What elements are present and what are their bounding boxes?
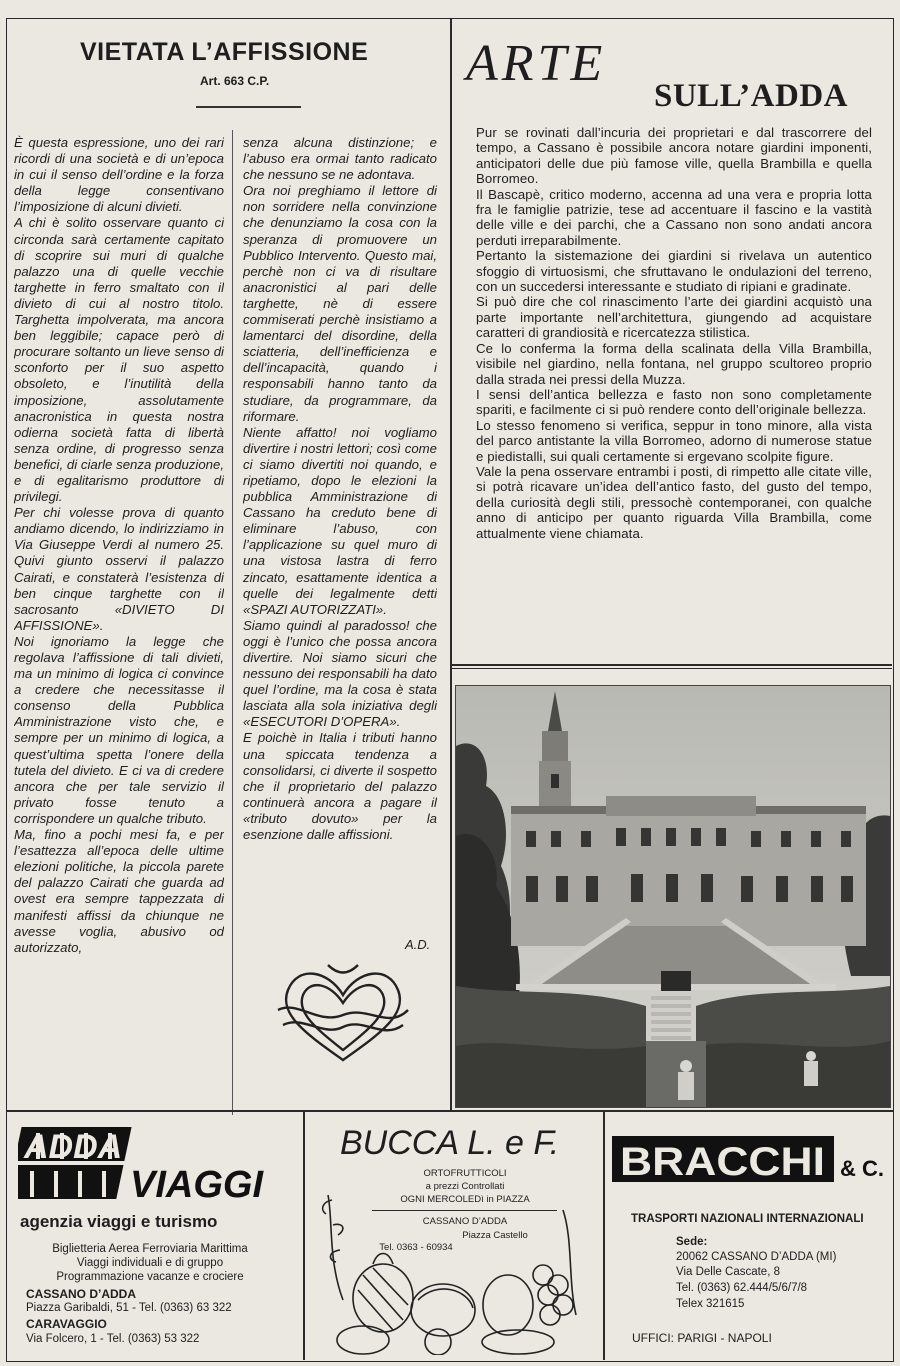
ad2-line: OGNI MERCOLEDì in PIAZZA: [400, 1194, 530, 1205]
ad-divider-2: [603, 1110, 605, 1360]
paragraph: Noi ignoriamo la legge che regolava l’affissione di tali divieti, ma un minimo di logica ci convince a credere che necessitasse il consenso della Pubblica Amministrazione visto che, e sempre per un minimo di logica, a quest’ultima spetta l’onere della tutela del divieto. E ci va di credere ancora che per tale servizio il privato fosse tenuto a corrispondere un qualche tributo.: [14, 633, 224, 826]
ad3-address: 20062 CASSANO D’ADDA (MI): [676, 1251, 837, 1263]
ad2-line: ORTOFRUTTICOLI: [423, 1168, 507, 1179]
ad3-address: Via Delle Cascate, 8: [676, 1266, 780, 1278]
ornament-flourish-icon: [268, 955, 418, 1067]
paragraph: Ce lo conferma la forma della scalinata della Villa Brambilla, visibile nel giardino, nella fontana, nel gruppo scultoreo proprio dalla strada nei pressi della Muzza.: [476, 340, 872, 387]
paragraph: E poichè in Italia i tributi hanno una spiccata tendenza a consolidarsi, ci diverte il sospetto che il proprietario del palazzo continuerà ancora a pagare il «tributo dovuto» per la esenzione dalle affissioni.: [243, 730, 437, 843]
left-article-column-2: [243, 135, 437, 930]
fruit-vegetables-illustration: [318, 1180, 588, 1355]
right-article-body: [476, 125, 872, 655]
ad2-phone: Tel. 0363 - 60934: [379, 1242, 453, 1253]
ad3-tagline: TRASPORTI NAZIONALI INTERNAZIONALI: [631, 1213, 864, 1225]
paragraph: Siamo quindi al paradosso! che oggi è l’unico che possa ancora divertire. Noi siamo sicuri che nessuno dei responsabili ha dato quel l’ordine, ma la cosa è stata lasciata alla sola iniziativa degli «ESECUTORI D’OPERA».: [243, 617, 437, 730]
paragraph: Ora noi preghiamo il lettore di non sorridere nella convinzione che denunziamo la cosa con la speranza di promuovere un Pubblico Intervento. Questo mai, perchè non ci va di risultare anacronistici al pari delle targhette, nè di essere commiserati perchè insistiamo a lamentarci del disordine, della sciatteria, dell’inefficienza e dell’incapacità, quando i responsabili hanno tanto da studiare, da programmare, da riformare.: [243, 183, 437, 424]
bracchi-suffix: & C.: [840, 1156, 884, 1181]
left-article-subtitle: Art. 663 C.P.: [200, 74, 270, 88]
right-article-title: ARTE: [466, 35, 607, 92]
ad1-address: Via Folcero, 1 - Tel. (0363) 53 322: [26, 1333, 200, 1345]
ad3-offices: UFFICI: PARIGI - NAPOLI: [632, 1331, 772, 1345]
ad3-phone: Tel. (0363) 62.444/5/6/7/8: [676, 1282, 808, 1294]
bracchi-logo: [612, 1132, 884, 1190]
left-article-title: VIETATA L’AFFISSIONE: [80, 38, 369, 66]
ad1-line: Biglietteria Aerea Ferroviaria Marittima: [52, 1243, 248, 1255]
paragraph: È questa espressione, uno dei rari ricordi di una società e di un’epoca in cui il senso dell’ordine e la forza della legge consentivano l’imposizione di alcuni divieti.: [14, 135, 224, 215]
right-article-divider-2: [452, 668, 892, 669]
adda-viaggi-logo: [18, 1125, 288, 1201]
ads-divider: [6, 1110, 894, 1112]
right-article-subtitle: SULL’ADDA: [654, 78, 848, 114]
paragraph: Si può dire che col rinascimento l’arte dei giardini acquistò una parte importante nell’architettura, giungendo ad acquistare caratteri di grandiosità e ricercatezza stilistica.: [476, 294, 872, 341]
viaggi-logo-text: VIAGGI: [130, 1164, 264, 1201]
ad3-sede-label: Sede:: [676, 1236, 708, 1248]
bracchi-logo-text: BRACCHI: [620, 1140, 825, 1184]
ad1-line: Programmazione vacanze e crociere: [56, 1271, 244, 1283]
paragraph: Per chi volesse prova di quanto andiamo dicendo, lo indirizziamo in Via Giuseppe Verdi al numero 25. Quivi giunto osservi il palazzo Cairati, e constaterà l’esistenza di ben cinque targhette con il sacrosanto «DIVIETO DI AFFISSIONE».: [14, 505, 224, 633]
paragraph: Vale la pena osservare entrambi i posti, di rimpetto alle citate ville, si potrà ricavare un’idea dell’antico fasto, del gusto del tempo, della curiosità degli stili, pressochè contemporanei, con qualche anno di anticipo per quanto riguarda Villa Brambilla, come attualmente viene chiamata.: [476, 463, 872, 541]
column-divider-main: [450, 18, 452, 1110]
left-article-column-1: [14, 135, 224, 1105]
ad-divider-1: [303, 1110, 305, 1360]
paragraph: Ma, fino a pochi mesi fa, e per l’esattezza all’epoca delle ultime elezioni politiche, la piccola parete del palazzo Cairati che guarda ad ovest era sempre tappezzata di manifesti affissi da chiunque ne avesse voglia, abusivo od autorizzato,: [14, 827, 224, 955]
ad2-line: CASSANO D’ADDA: [422, 1216, 508, 1227]
ad1-line: Viaggi individuali e di gruppo: [76, 1257, 224, 1269]
paragraph: A chi è solito osservare quanto ci circonda sarà certamente capitato di scoprire sui muri di qualche palazzo una di quelle vecchie targhette in ferro smaltato con il divieto di cui al nostro titolo. Targhetta impolverata, ma ancora ben leggibile; capace però di procurare soltanto un lieve senso di sconforto per il suo aspetto obsoleto, e l’inutilità della imposizione, assolutamente anacronistica in questa nostra odierna società fatta di libertà senza ordine, di progresso senza benefici, di ciarle senza produzione, e di egalitarismo produttore di privilegi.: [14, 215, 224, 505]
ad1-address: Piazza Garibaldi, 51 - Tel. (0363) 63 322: [26, 1302, 232, 1314]
article-signature: A.D.: [405, 937, 431, 952]
paragraph: Pertanto la sistemazione dei giardini si rivelava un autentico sfoggio di virtuosismi, che sfruttavano le ondulazioni del terreno, con un succedersi interessante e studiato di ripiani e gradinate.: [476, 248, 872, 295]
villa-photo: [455, 685, 891, 1108]
paragraph: Pur se rovinati dall’incuria dei proprietari e dal trascorrere del tempo, a Cassano è possibile ancora notare giardini imponenti, anticipatori delle due più famose ville, quella Brambilla e quella Borromeo.: [476, 125, 872, 187]
title-rule: [196, 106, 301, 108]
ad1-city: CARAVAGGIO: [26, 1317, 107, 1331]
column-divider-left: [232, 130, 233, 1115]
villa-illustration: [456, 686, 890, 1107]
ad2-line: a prezzi Controllati: [425, 1181, 505, 1192]
paragraph: Niente affatto! noi vogliamo divertire i nostri lettori; così come ci siamo divertiti noi quando, e ripetiamo, dopo le elezioni la pubblica Amministrazione di Cassano ha creduto bene di eliminare l’abuso, con l’applicazione su quel muro di una vistosa lastra di ferro zincato, esattamente identica a quelle dei legalmente detti «SPAZI AUTORIZZATI».: [243, 424, 437, 617]
paragraph: Il Bascapè, critico moderno, accenna ad una vera e propria lotta fra le famiglie patrizie, tese ad accentuare il fascino e la vastità delle ville e dei parchi, che a Cassano non sono andati ancora perduti irreparabilmente.: [476, 186, 872, 248]
ad2-line: Piazza Castello: [462, 1230, 528, 1241]
ad3-telex: Telex 321615: [676, 1298, 745, 1310]
paragraph: I sensi dell’antica bellezza e fasto non sono completamente spariti, e facilmente ci si può rendere conto dell’originale bellezza.: [476, 386, 872, 418]
ad1-city: CASSANO D’ADDA: [26, 1287, 137, 1301]
right-article-divider: [452, 664, 892, 666]
ad1-slogan: agenzia viaggi e turismo: [20, 1212, 218, 1231]
paragraph: Lo stesso fenomeno si verifica, seppur in tono minore, alla vista del parco antistante la villa Borromeo, adorno di numerose statue e piedistalli, sui quali certamente si ergevano scolpite figure.: [476, 417, 872, 464]
adda-logo-text: ADDA: [24, 1128, 123, 1166]
paragraph: senza alcuna distinzione; e l’abuso era ormai tanto radicato che nessuno se ne adontava.: [243, 135, 437, 183]
ad2-title: BUCCA L. e F.: [340, 1124, 560, 1162]
